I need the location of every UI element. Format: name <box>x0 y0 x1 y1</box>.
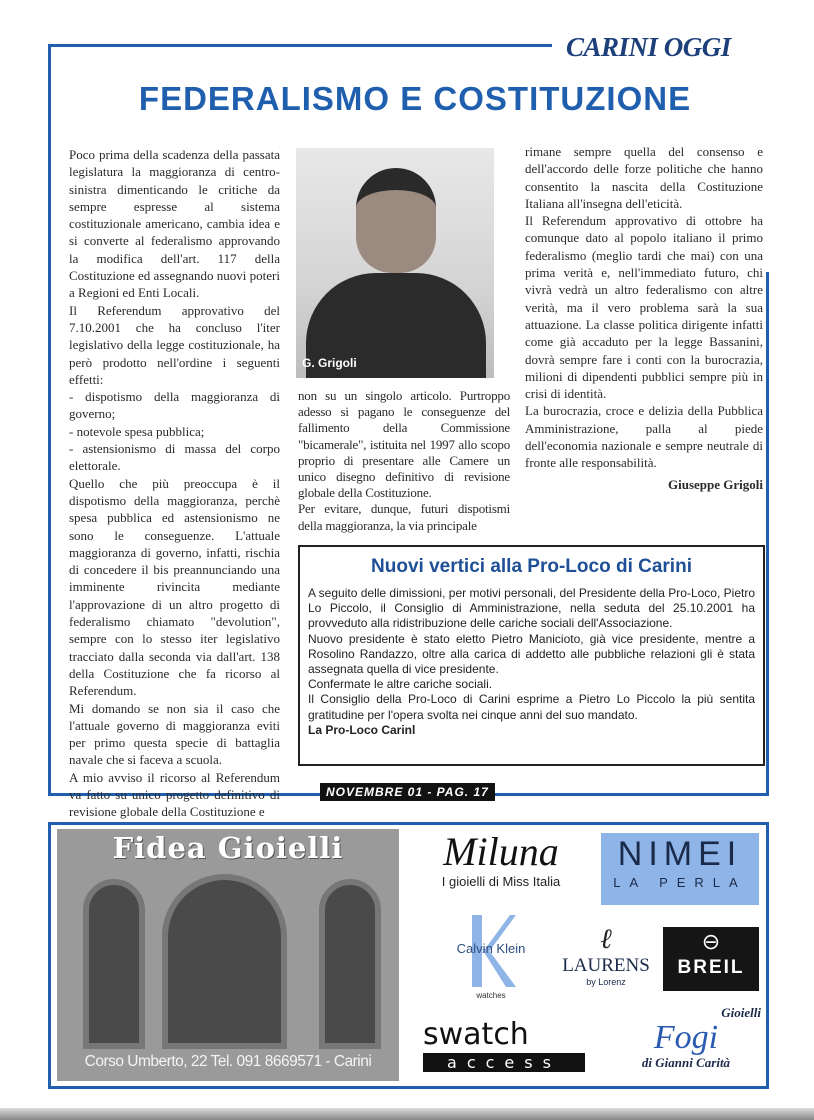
shop-door <box>162 874 287 1049</box>
brand-laurens <box>556 925 656 987</box>
fogi-subtitle: di Gianni Carità <box>641 1055 731 1070</box>
swatch-logo: swatch <box>423 1017 529 1052</box>
brand-swatch <box>423 1019 585 1072</box>
fogi-top: Gioielli <box>721 1005 761 1020</box>
paragraph: Nuovo presidente è stato eletto Pietro Manicioto, già vice presidente, mentre a Rosolino Randazzo, oltre alla carica di addetto alle pubbliche relazioni gli è stata assegnata quella di vice presidente. <box>308 631 755 677</box>
nimei-logo: NIMEI <box>617 835 743 873</box>
paragraph: Quello che più preoccupa è il dispotismo della maggioranza, perchè spesa pubblica ed astensionismo ne sono le conseguenze. L'attuale maggioranza di governo, infatti, rischia di concedere il bis preannunciando una imminente rivincita mediante l'approvazione di un altro progetto di federalismo chiamato "devolution", sempre con lo stesso iter legislativo tracciato dalla seconda via dall'art. 138 della Costituzione che fa ricorso al Referendum. <box>69 475 280 699</box>
miluna-tagline: I gioielli di Miss Italia <box>441 874 561 889</box>
miluna-logo: Miluna <box>443 829 559 874</box>
paragraph: rimane sempre quella del consenso e dell'accordo delle forze politiche che hanno consentito la nascita della Costituzione Italiana all'insegna dell'eticità. <box>525 144 763 211</box>
scan-edge <box>0 1108 814 1120</box>
shop-window-right <box>319 879 381 1049</box>
paragraph: Confermate le altre cariche sociali. <box>308 677 493 692</box>
paragraph: A mio avviso il ricorso al Referendum va fatto su unico progetto definitivo di revisione globale della Costituzione e <box>69 769 280 820</box>
paragraph: - dispotismo della maggioranza di governo; <box>69 389 280 422</box>
article-column-3 <box>525 143 763 493</box>
frame-top-line <box>48 44 552 47</box>
brand-calvin-klein <box>436 913 546 1008</box>
paragraph: Per evitare, dunque, futuri dispotismi della maggioranza, la via principale <box>298 501 510 533</box>
paragraph: non su un singolo articolo. Purtroppo adesso si pagano le conseguenze del fallimento della Commissione "bicamerale", istituita nel 1997 allo scopo proprio di presentare alle Camere un unico disegno definitivo di revisione globale della Costituzione. <box>298 388 510 501</box>
paragraph: Il Referendum approvativo del 7.10.2001 che ha concluso l'iter legislativo della legge costituzionale, ha però prodotto nell'ordine i seguenti effetti: <box>69 302 280 387</box>
author-photo <box>296 148 494 378</box>
brand-fogi <box>611 1005 761 1071</box>
paragraph: Poco prima della scadenza della passata legislatura la maggioranza di centro-sinistra dimenticando le critiche da sempre espresse al sistema costituzionale americano, cambia idea e si converte al federalismo approvando la modifica dell'art. 117 della Costituzione ed assegnando nuovi poteri a Regioni ed Enti Locali. <box>69 147 280 301</box>
proloco-box <box>298 545 765 766</box>
author-signature: Giuseppe Grigoli <box>668 476 763 492</box>
paragraph: Il Consiglio della Pro-Loco di Carini esprime a Pietro Lo Piccolo la più sentita gratitudine per l'opera svolta nei cinque anni del suo mandato. <box>308 692 755 722</box>
laurens-logo: LAURENS <box>562 955 650 976</box>
brand-miluna <box>421 830 581 889</box>
breil-logo-icon: ⊖ <box>701 929 721 954</box>
portrait-head <box>356 168 436 273</box>
laurens-subtitle: by Lorenz <box>586 977 626 987</box>
paragraph: La burocrazia, croce e delizia della Pubblica Amministrazione, palla al piede dell'economia nazionale e sempre neutrale di fronte alle responsabilità. <box>525 403 763 471</box>
shop-name: Fidea Gioielli <box>112 831 344 865</box>
photo-caption: G. Grigoli <box>302 356 357 370</box>
proloco-signature: La Pro-Loco Carinl <box>308 722 416 737</box>
article-column-2 <box>298 388 510 534</box>
fogi-logo: Fogi <box>653 1019 719 1056</box>
shop-window-left <box>83 879 145 1049</box>
brand-nimei <box>601 833 759 905</box>
article-column-1 <box>69 146 280 821</box>
frame-left-line <box>48 44 51 796</box>
article-title: FEDERALISMO E COSTITUZIONE <box>138 80 692 117</box>
paragraph: Il Referendum approvativo di ottobre ha comunque dato al popolo italiano il primo federalismo (meglio tardi che mai) con una prima verità e, nell'immediato futuro, chi vivrà vedrà un altro federalismo con altre verità, ma il vero problema sarà la sua attuazione. La classe politica dirigente infatti come già accaduto per la legge Bassanini, dovrà sempre fare i conti con la burocrazia, milioni di dipendenti pubblici sempre più in crisi di identità. <box>525 213 763 402</box>
publication-logo: CARINI OGGI <box>566 32 731 62</box>
ck-subtitle: watches <box>476 991 506 1000</box>
frame-right-line <box>766 272 769 796</box>
ck-logo: Calvin Klein <box>456 941 526 956</box>
nimei-subtitle: LA PERLA <box>613 875 747 890</box>
proloco-title: Nuovi vertici alla Pro-Loco di Carini <box>371 556 692 577</box>
advertisement <box>48 822 769 1089</box>
laurens-logo-icon: ℓ <box>600 924 612 955</box>
paragraph: Mi domando se non sia il caso che l'attuale governo di maggioranza eviti per primo questa specie di battaglia navale che si faceva a scuola. <box>69 700 280 768</box>
page-number-badge: NOVEMBRE 01 - PAG. 17 <box>320 783 495 801</box>
brand-breil <box>663 927 759 991</box>
paragraph: - astensionismo di massa del corpo elettorale. <box>69 441 280 474</box>
shop-photo <box>57 829 399 1081</box>
paragraph: - notevole spesa pubblica; <box>69 423 205 439</box>
paragraph: A seguito delle dimissioni, per motivi personali, del Presidente della Pro-Loco, Pietro Lo Piccolo, il Consiglio di Amministrazione, nella seduta del 25.10.2001 ha provveduto alla ridistribuzione delle cariche sociali dell'Associazione. <box>308 586 755 631</box>
swatch-subtitle: access <box>423 1053 585 1072</box>
shop-address: Corso Umberto, 22 Tel. 091 8669571 - Carini <box>84 1053 372 1070</box>
breil-logo: BREIL <box>677 957 745 978</box>
